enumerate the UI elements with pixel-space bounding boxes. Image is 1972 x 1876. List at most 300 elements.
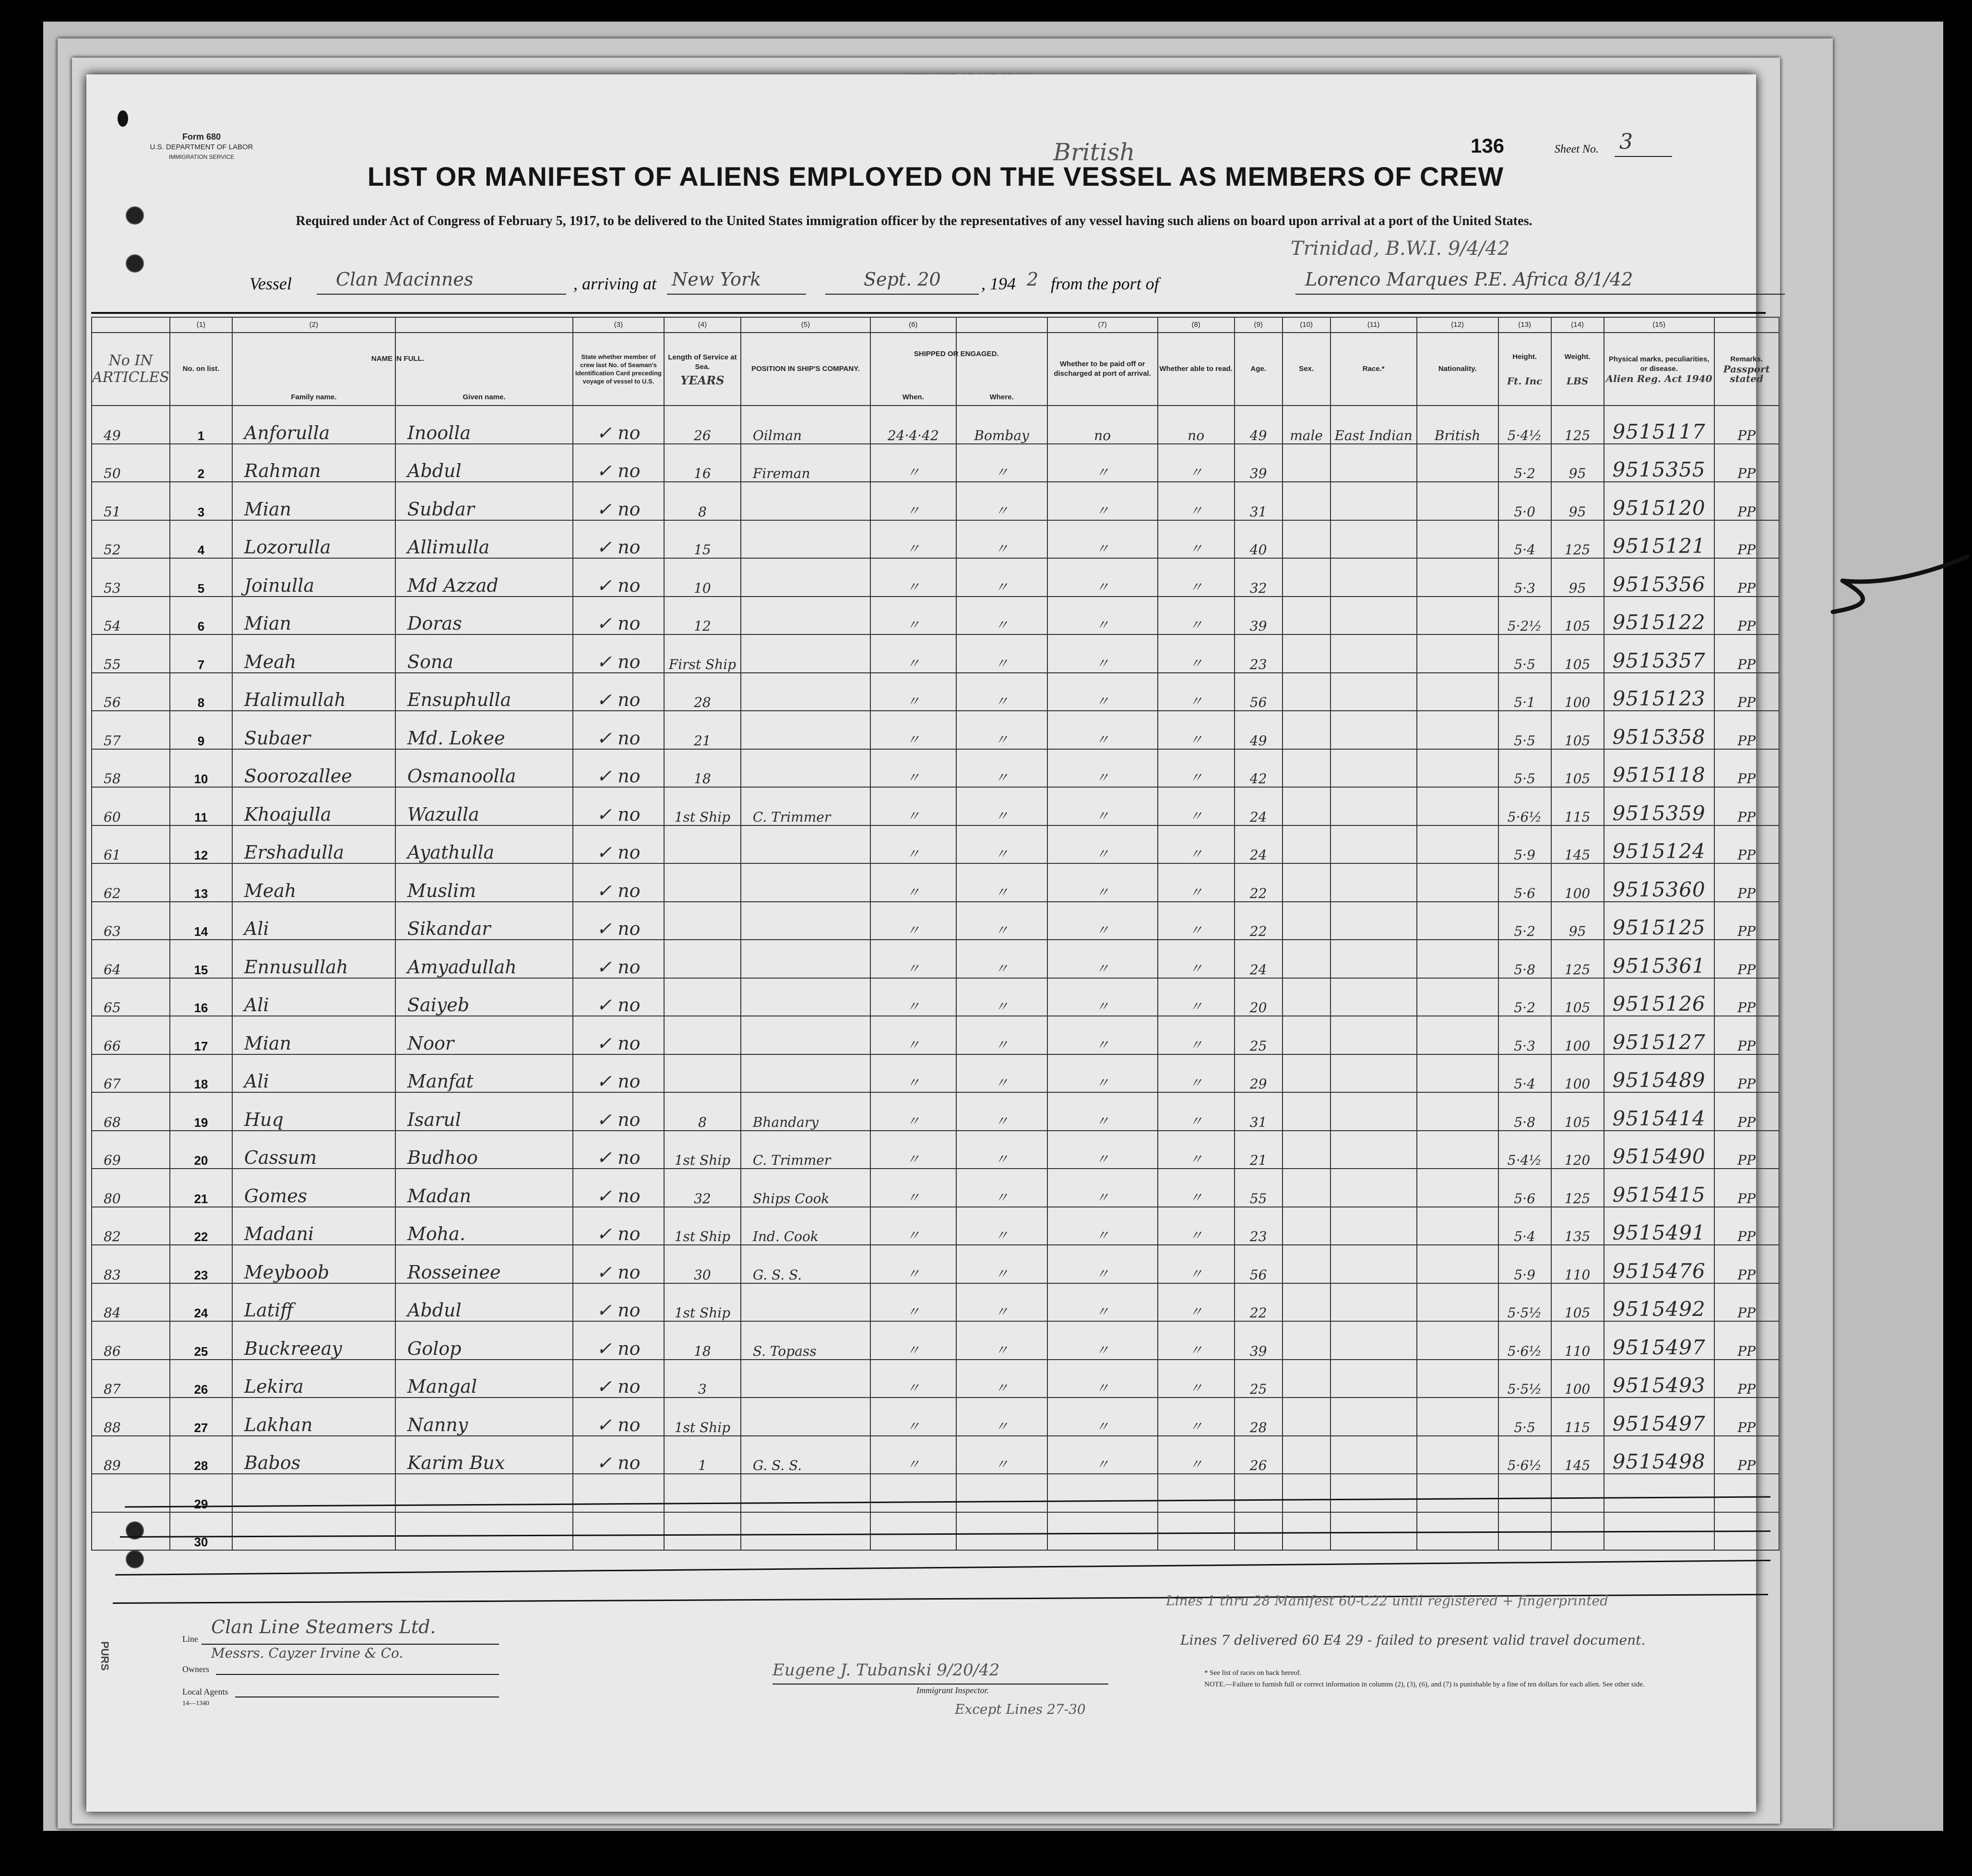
document-title: LIST OR MANIFEST OF ALIENS EMPLOYED ON THE VESSEL AS MEMBERS OF CREW	[367, 161, 1504, 191]
cell-crew-card: ✓ no	[573, 711, 664, 749]
cell-race	[1331, 482, 1417, 520]
cell-paid-off: 〃	[1047, 940, 1158, 978]
cell-position	[741, 1016, 870, 1054]
cell-remarks: PP	[1714, 1092, 1779, 1131]
cell-able-read	[1158, 1512, 1235, 1551]
cell-crew-card: ✓ no	[573, 902, 664, 940]
cell-race: East Indian	[1331, 406, 1417, 444]
arriving-label: , arriving at	[573, 274, 657, 293]
cell-given-name: Doras	[395, 597, 573, 635]
col-num-15: (15)	[1604, 317, 1714, 333]
cell-nationality	[1417, 1092, 1498, 1131]
cell-sex	[1283, 711, 1331, 749]
cell-weight	[1551, 1474, 1604, 1512]
cell-weight: 125	[1551, 406, 1604, 444]
cell-age: 26	[1235, 1436, 1283, 1474]
cell-list-no: 15	[170, 940, 232, 978]
cell-sex	[1283, 902, 1331, 940]
cell-list-no: 23	[170, 1245, 232, 1283]
cell-able-read: 〃	[1158, 825, 1235, 864]
table-row	[92, 520, 1779, 559]
arrival-port: New York	[672, 269, 761, 290]
cell-alien-reg-no: 9515360	[1604, 863, 1714, 902]
cell-race	[1331, 711, 1417, 749]
cell-weight: 125	[1551, 1169, 1604, 1207]
header-crew-card: State whether member of crew last No. of Seaman's Identification Card preceding voyage of vessel to U.S.	[573, 333, 664, 406]
table-row	[92, 444, 1779, 482]
cell-alien-reg-no: 9515490	[1604, 1131, 1714, 1169]
cell-position	[741, 978, 870, 1016]
header-shipped-where	[956, 333, 1047, 406]
cell-alien-reg-no: 9515125	[1604, 902, 1714, 940]
cell-remarks: PP	[1714, 1360, 1779, 1398]
cell-height: 5·6½	[1498, 1321, 1551, 1360]
trinidad-note: Trinidad, B.W.I. 9/4/42	[1291, 238, 1510, 260]
cell-able-read: 〃	[1158, 558, 1235, 597]
cell-weight: 105	[1551, 711, 1604, 749]
cell-able-read: 〃	[1158, 520, 1235, 559]
cell-family-name: Ennusullah	[232, 940, 395, 978]
cell-paid-off: 〃	[1047, 978, 1158, 1016]
cell-family-name: Khoajulla	[232, 787, 395, 825]
cell-able-read: 〃	[1158, 1207, 1235, 1245]
cell-shipped-where: 〃	[956, 978, 1047, 1016]
header-row	[92, 333, 1779, 406]
cell-nationality	[1417, 1436, 1498, 1474]
cell-crew-card	[573, 1474, 664, 1512]
cell-height: 5·9	[1498, 1245, 1551, 1283]
cell-remarks: PP	[1714, 634, 1779, 673]
edge-label: PURS	[99, 1641, 111, 1671]
cell-crew-card: ✓ no	[573, 1207, 664, 1245]
table-row	[92, 634, 1779, 673]
cell-list-no: 2	[170, 444, 232, 482]
cell-shipped-when: 〃	[870, 1092, 956, 1131]
cell-able-read	[1158, 1474, 1235, 1512]
cell-given-name: Abdul	[395, 1283, 573, 1322]
crew-manifest-table	[91, 317, 1780, 1551]
table-row	[92, 711, 1779, 749]
cell-crew-card: ✓ no	[573, 634, 664, 673]
header-physical	[1604, 333, 1714, 406]
cell-remarks: PP	[1714, 1207, 1779, 1245]
cell-weight: 100	[1551, 1016, 1604, 1054]
cell-shipped-when: 〃	[870, 1398, 956, 1436]
cell-able-read: 〃	[1158, 1169, 1235, 1207]
cell-list-no: 27	[170, 1398, 232, 1436]
cell-given-name: Nanny	[395, 1398, 573, 1436]
owners-label: Owners	[182, 1664, 209, 1674]
cell-family-name: Lozorulla	[232, 520, 395, 559]
cell-family-name: Mian	[232, 597, 395, 635]
cell-articles-no: 68	[92, 1092, 170, 1131]
sheet-label: Sheet No.	[1555, 143, 1599, 155]
cell-position	[741, 1360, 870, 1398]
binding-rivet	[118, 110, 128, 127]
cell-shipped-where: 〃	[956, 1436, 1047, 1474]
cell-weight: 105	[1551, 978, 1604, 1016]
cell-shipped-where: 〃	[956, 825, 1047, 864]
cell-weight: 135	[1551, 1207, 1604, 1245]
cell-height: 5·3	[1498, 558, 1551, 597]
table-row	[92, 1092, 1779, 1131]
cell-height: 5·4½	[1498, 406, 1551, 444]
table-row	[92, 1360, 1779, 1398]
cell-alien-reg-no: 9515121	[1604, 520, 1714, 559]
cell-alien-reg-no: 9515356	[1604, 558, 1714, 597]
cell-articles-no: 62	[92, 863, 170, 902]
cell-age: 40	[1235, 520, 1283, 559]
cell-shipped-when: 〃	[870, 597, 956, 635]
header-given-name	[395, 333, 573, 406]
cell-nationality	[1417, 1131, 1498, 1169]
cell-articles-no: 89	[92, 1436, 170, 1474]
cell-family-name: Anforulla	[232, 406, 395, 444]
cell-remarks: PP	[1714, 1436, 1779, 1474]
annotation-2: Lines 7 delivered 60 E4 29 - failed to present valid travel document.	[1180, 1632, 1646, 1648]
cell-articles-no: 86	[92, 1321, 170, 1360]
cell-able-read: 〃	[1158, 1283, 1235, 1322]
header-no-on-list: No. on list.	[170, 333, 232, 406]
cell-crew-card: ✓ no	[573, 825, 664, 864]
header-shipped-when	[870, 333, 999, 406]
cell-nationality	[1417, 711, 1498, 749]
cell-crew-card: ✓ no	[573, 1398, 664, 1436]
table-row	[92, 558, 1779, 597]
cell-shipped-where: 〃	[956, 558, 1047, 597]
cell-height: 5·5	[1498, 1398, 1551, 1436]
cell-height: 5·8	[1498, 1092, 1551, 1131]
year-prefix: , 194	[981, 274, 1016, 293]
cell-length-service	[664, 863, 741, 902]
cell-paid-off: 〃	[1047, 482, 1158, 520]
cell-length-service	[664, 940, 741, 978]
cell-height: 5·5½	[1498, 1360, 1551, 1398]
cell-family-name: Ali	[232, 1054, 395, 1093]
cell-list-no: 21	[170, 1169, 232, 1207]
cell-articles-no: 88	[92, 1398, 170, 1436]
cell-sex	[1283, 1512, 1331, 1551]
cell-age: 24	[1235, 825, 1283, 864]
cell-crew-card: ✓ no	[573, 940, 664, 978]
cell-sex	[1283, 1245, 1331, 1283]
cell-articles-no: 84	[92, 1283, 170, 1322]
cell-shipped-where: 〃	[956, 1131, 1047, 1169]
cell-nationality	[1417, 597, 1498, 635]
cell-sex	[1283, 825, 1331, 864]
cell-able-read: 〃	[1158, 711, 1235, 749]
cell-sex	[1283, 749, 1331, 788]
cell-nationality	[1417, 1245, 1498, 1283]
table-row	[92, 1245, 1779, 1283]
departure-port: Lorenco Marques P.E. Africa 8/1/42	[1305, 269, 1633, 290]
cell-alien-reg-no: 9515498	[1604, 1436, 1714, 1474]
cell-able-read: 〃	[1158, 1092, 1235, 1131]
cell-crew-card: ✓ no	[573, 1283, 664, 1322]
cell-articles-no	[92, 1512, 170, 1551]
cell-position: Bhandary	[741, 1092, 870, 1131]
cell-nationality	[1417, 1016, 1498, 1054]
cell-race	[1331, 1512, 1417, 1551]
cell-position	[741, 1474, 870, 1512]
cell-remarks: PP	[1714, 673, 1779, 711]
cell-given-name: Manfat	[395, 1054, 573, 1093]
header-race: Race.*	[1331, 333, 1417, 406]
cell-alien-reg-no: 9515127	[1604, 1016, 1714, 1054]
cell-articles-no: 87	[92, 1360, 170, 1398]
cell-given-name: Moha.	[395, 1207, 573, 1245]
cell-length-service: 18	[664, 1321, 741, 1360]
cell-crew-card: ✓ no	[573, 1360, 664, 1398]
cell-shipped-where: 〃	[956, 520, 1047, 559]
cell-able-read: 〃	[1158, 1436, 1235, 1474]
cell-shipped-where: 〃	[956, 711, 1047, 749]
cell-height: 5·5	[1498, 711, 1551, 749]
cell-nationality	[1417, 749, 1498, 788]
cell-age: 55	[1235, 1169, 1283, 1207]
cell-given-name: Mangal	[395, 1360, 573, 1398]
cell-family-name: Meah	[232, 863, 395, 902]
cell-length-service: 1st Ship	[664, 1207, 741, 1245]
cell-articles-no: 65	[92, 978, 170, 1016]
cell-position: C. Trimmer	[741, 787, 870, 825]
header-remarks-label: Remarks.	[1730, 355, 1763, 363]
cell-given-name: Abdul	[395, 444, 573, 482]
table-row	[92, 1169, 1779, 1207]
cell-paid-off: 〃	[1047, 1283, 1158, 1322]
cell-alien-reg-no: 9515491	[1604, 1207, 1714, 1245]
cell-race	[1331, 634, 1417, 673]
cell-alien-reg-no: 9515123	[1604, 673, 1714, 711]
cell-able-read: 〃	[1158, 1054, 1235, 1093]
cell-shipped-where: 〃	[956, 673, 1047, 711]
sheet-number: 3	[1619, 130, 1633, 154]
cell-crew-card: ✓ no	[573, 1245, 664, 1283]
cell-age: 39	[1235, 1321, 1283, 1360]
cell-given-name: Muslim	[395, 863, 573, 902]
cell-articles-no: 53	[92, 558, 170, 597]
cell-position	[741, 711, 870, 749]
col-num-9: (9)	[1235, 317, 1283, 333]
cell-paid-off: 〃	[1047, 597, 1158, 635]
cell-age: 25	[1235, 1360, 1283, 1398]
cell-position	[741, 1283, 870, 1322]
cell-race	[1331, 1245, 1417, 1283]
header-family-name	[232, 333, 424, 406]
header-able-read: Whether able to read.	[1158, 333, 1235, 406]
cell-sex	[1283, 863, 1331, 902]
cell-articles-no: 56	[92, 673, 170, 711]
cell-sex	[1283, 520, 1331, 559]
cell-able-read: 〃	[1158, 863, 1235, 902]
cell-race	[1331, 1360, 1417, 1398]
table-row	[92, 940, 1779, 978]
cell-shipped-where: 〃	[956, 1169, 1047, 1207]
cell-age: 23	[1235, 634, 1283, 673]
cell-list-no: 7	[170, 634, 232, 673]
cell-nationality	[1417, 978, 1498, 1016]
cell-length-service	[664, 1054, 741, 1093]
cell-shipped-when: 〃	[870, 1054, 956, 1093]
cell-nationality	[1417, 1283, 1498, 1322]
cell-crew-card: ✓ no	[573, 1054, 664, 1093]
cell-age	[1235, 1512, 1283, 1551]
cell-shipped-when: 〃	[870, 482, 956, 520]
cell-length-service: 12	[664, 597, 741, 635]
cell-sex	[1283, 673, 1331, 711]
cell-sex	[1283, 1398, 1331, 1436]
cell-articles-no: 54	[92, 597, 170, 635]
cell-remarks: PP	[1714, 520, 1779, 559]
header-physical-hand: Alien Reg. Act 1940	[1605, 373, 1712, 384]
cell-alien-reg-no: 9515124	[1604, 825, 1714, 864]
cell-articles-no: 61	[92, 825, 170, 864]
cell-height: 5·5	[1498, 634, 1551, 673]
cell-height: 5·1	[1498, 673, 1551, 711]
cell-shipped-where: 〃	[956, 1283, 1047, 1322]
cell-crew-card: ✓ no	[573, 558, 664, 597]
cell-able-read: 〃	[1158, 673, 1235, 711]
cell-height	[1498, 1474, 1551, 1512]
cell-height: 5·4	[1498, 520, 1551, 559]
cell-sex	[1283, 1360, 1331, 1398]
cell-length-service: First Ship	[664, 634, 741, 673]
cell-articles-no: 64	[92, 940, 170, 978]
cell-given-name: Inoolla	[395, 406, 573, 444]
cell-height: 5·2½	[1498, 597, 1551, 635]
cell-list-no: 25	[170, 1321, 232, 1360]
cell-family-name: Ali	[232, 978, 395, 1016]
cell-family-name: Gomes	[232, 1169, 395, 1207]
cell-paid-off: no	[1047, 406, 1158, 444]
cell-alien-reg-no: 9515361	[1604, 940, 1714, 978]
cell-length-service: 16	[664, 444, 741, 482]
cell-paid-off: 〃	[1047, 1092, 1158, 1131]
cell-family-name: Subaer	[232, 711, 395, 749]
cell-sex	[1283, 1474, 1331, 1512]
cell-position	[741, 1398, 870, 1436]
cell-paid-off: 〃	[1047, 1360, 1158, 1398]
cell-length-service: 1st Ship	[664, 1283, 741, 1322]
cell-list-no: 8	[170, 673, 232, 711]
cell-race	[1331, 749, 1417, 788]
cell-position	[741, 520, 870, 559]
col-num-4: (4)	[664, 317, 741, 333]
cell-race	[1331, 597, 1417, 635]
cell-paid-off: 〃	[1047, 749, 1158, 788]
cell-remarks: PP	[1714, 1283, 1779, 1322]
cell-age: 22	[1235, 863, 1283, 902]
cell-articles-no: 49	[92, 406, 170, 444]
form-number: Form 680	[182, 132, 221, 142]
cell-crew-card: ✓ no	[573, 1016, 664, 1054]
cell-shipped-when: 〃	[870, 940, 956, 978]
from-label: from the port of	[1051, 274, 1159, 293]
header-where: Where.	[989, 393, 1014, 401]
cell-alien-reg-no: 9515497	[1604, 1398, 1714, 1436]
cell-family-name: Mian	[232, 1016, 395, 1054]
cell-height: 5·5	[1498, 749, 1551, 788]
cell-given-name: Allimulla	[395, 520, 573, 559]
cell-alien-reg-no	[1604, 1474, 1714, 1512]
cell-shipped-when: 〃	[870, 520, 956, 559]
cell-articles-no: 82	[92, 1207, 170, 1245]
cell-list-no: 28	[170, 1436, 232, 1474]
cell-able-read: no	[1158, 406, 1235, 444]
vessel-underline	[317, 294, 566, 295]
cell-shipped-when: 〃	[870, 1131, 956, 1169]
cell-remarks: PP	[1714, 825, 1779, 864]
owners-underline	[216, 1674, 499, 1675]
cell-paid-off: 〃	[1047, 1131, 1158, 1169]
cell-list-no: 19	[170, 1092, 232, 1131]
cell-list-no: 14	[170, 902, 232, 940]
cell-shipped-when: 〃	[870, 711, 956, 749]
cell-remarks: PP	[1714, 1016, 1779, 1054]
cell-paid-off: 〃	[1047, 711, 1158, 749]
table-row	[92, 1398, 1779, 1436]
header-articles: No IN ARTICLES	[92, 333, 170, 406]
cell-family-name	[232, 1512, 395, 1551]
cell-weight: 115	[1551, 787, 1604, 825]
cell-sex	[1283, 444, 1331, 482]
owners-value: Messrs. Cayzer Irvine & Co.	[211, 1645, 404, 1661]
cell-able-read: 〃	[1158, 1398, 1235, 1436]
cell-shipped-where: 〃	[956, 444, 1047, 482]
cell-sex	[1283, 558, 1331, 597]
cell-paid-off: 〃	[1047, 673, 1158, 711]
sheet-underline	[1615, 156, 1672, 157]
cell-length-service	[664, 978, 741, 1016]
inspector-underline	[772, 1684, 1108, 1685]
header-age: Age.	[1235, 333, 1283, 406]
cell-shipped-where: 〃	[956, 1321, 1047, 1360]
cell-family-name: Lekira	[232, 1360, 395, 1398]
cell-family-name: Meyboob	[232, 1245, 395, 1283]
table-row	[92, 749, 1779, 788]
header-nationality: Nationality.	[1417, 333, 1498, 406]
cell-race	[1331, 673, 1417, 711]
cell-position: Ind. Cook	[741, 1207, 870, 1245]
fine-note: NOTE.—Failure to furnish full or correct information in columns (2), (3), (6), and (7) is punishable by a fine of ten dollars for each alien. See other side.	[1204, 1681, 1645, 1688]
cell-paid-off: 〃	[1047, 634, 1158, 673]
cell-height: 5·2	[1498, 444, 1551, 482]
header-family-label: Family name.	[291, 393, 337, 401]
cell-crew-card: ✓ no	[573, 1092, 664, 1131]
vessel-line	[249, 269, 1785, 302]
cell-shipped-when: 〃	[870, 558, 956, 597]
cell-alien-reg-no: 9515359	[1604, 787, 1714, 825]
cell-length-service: 21	[664, 711, 741, 749]
cell-family-name: Buckreeay	[232, 1321, 395, 1360]
cell-remarks: PP	[1714, 787, 1779, 825]
cell-position	[741, 634, 870, 673]
cell-paid-off: 〃	[1047, 558, 1158, 597]
cell-family-name: Cassum	[232, 1131, 395, 1169]
cell-paid-off: 〃	[1047, 1054, 1158, 1093]
cell-list-no: 3	[170, 482, 232, 520]
cell-crew-card: ✓ no	[573, 1169, 664, 1207]
header-remarks-hand: Passport stated	[1723, 363, 1770, 384]
cell-height: 5·0	[1498, 482, 1551, 520]
cell-weight: 120	[1551, 1131, 1604, 1169]
cell-race	[1331, 1054, 1417, 1093]
inspector-note: Except Lines 27-30	[955, 1701, 1086, 1717]
cell-articles-no: 58	[92, 749, 170, 788]
annotation-1: Lines 1 thru 28 Manifest 60-C22 until registered + fingerprinted	[1166, 1593, 1609, 1609]
cell-length-service	[664, 1016, 741, 1054]
cell-race	[1331, 863, 1417, 902]
